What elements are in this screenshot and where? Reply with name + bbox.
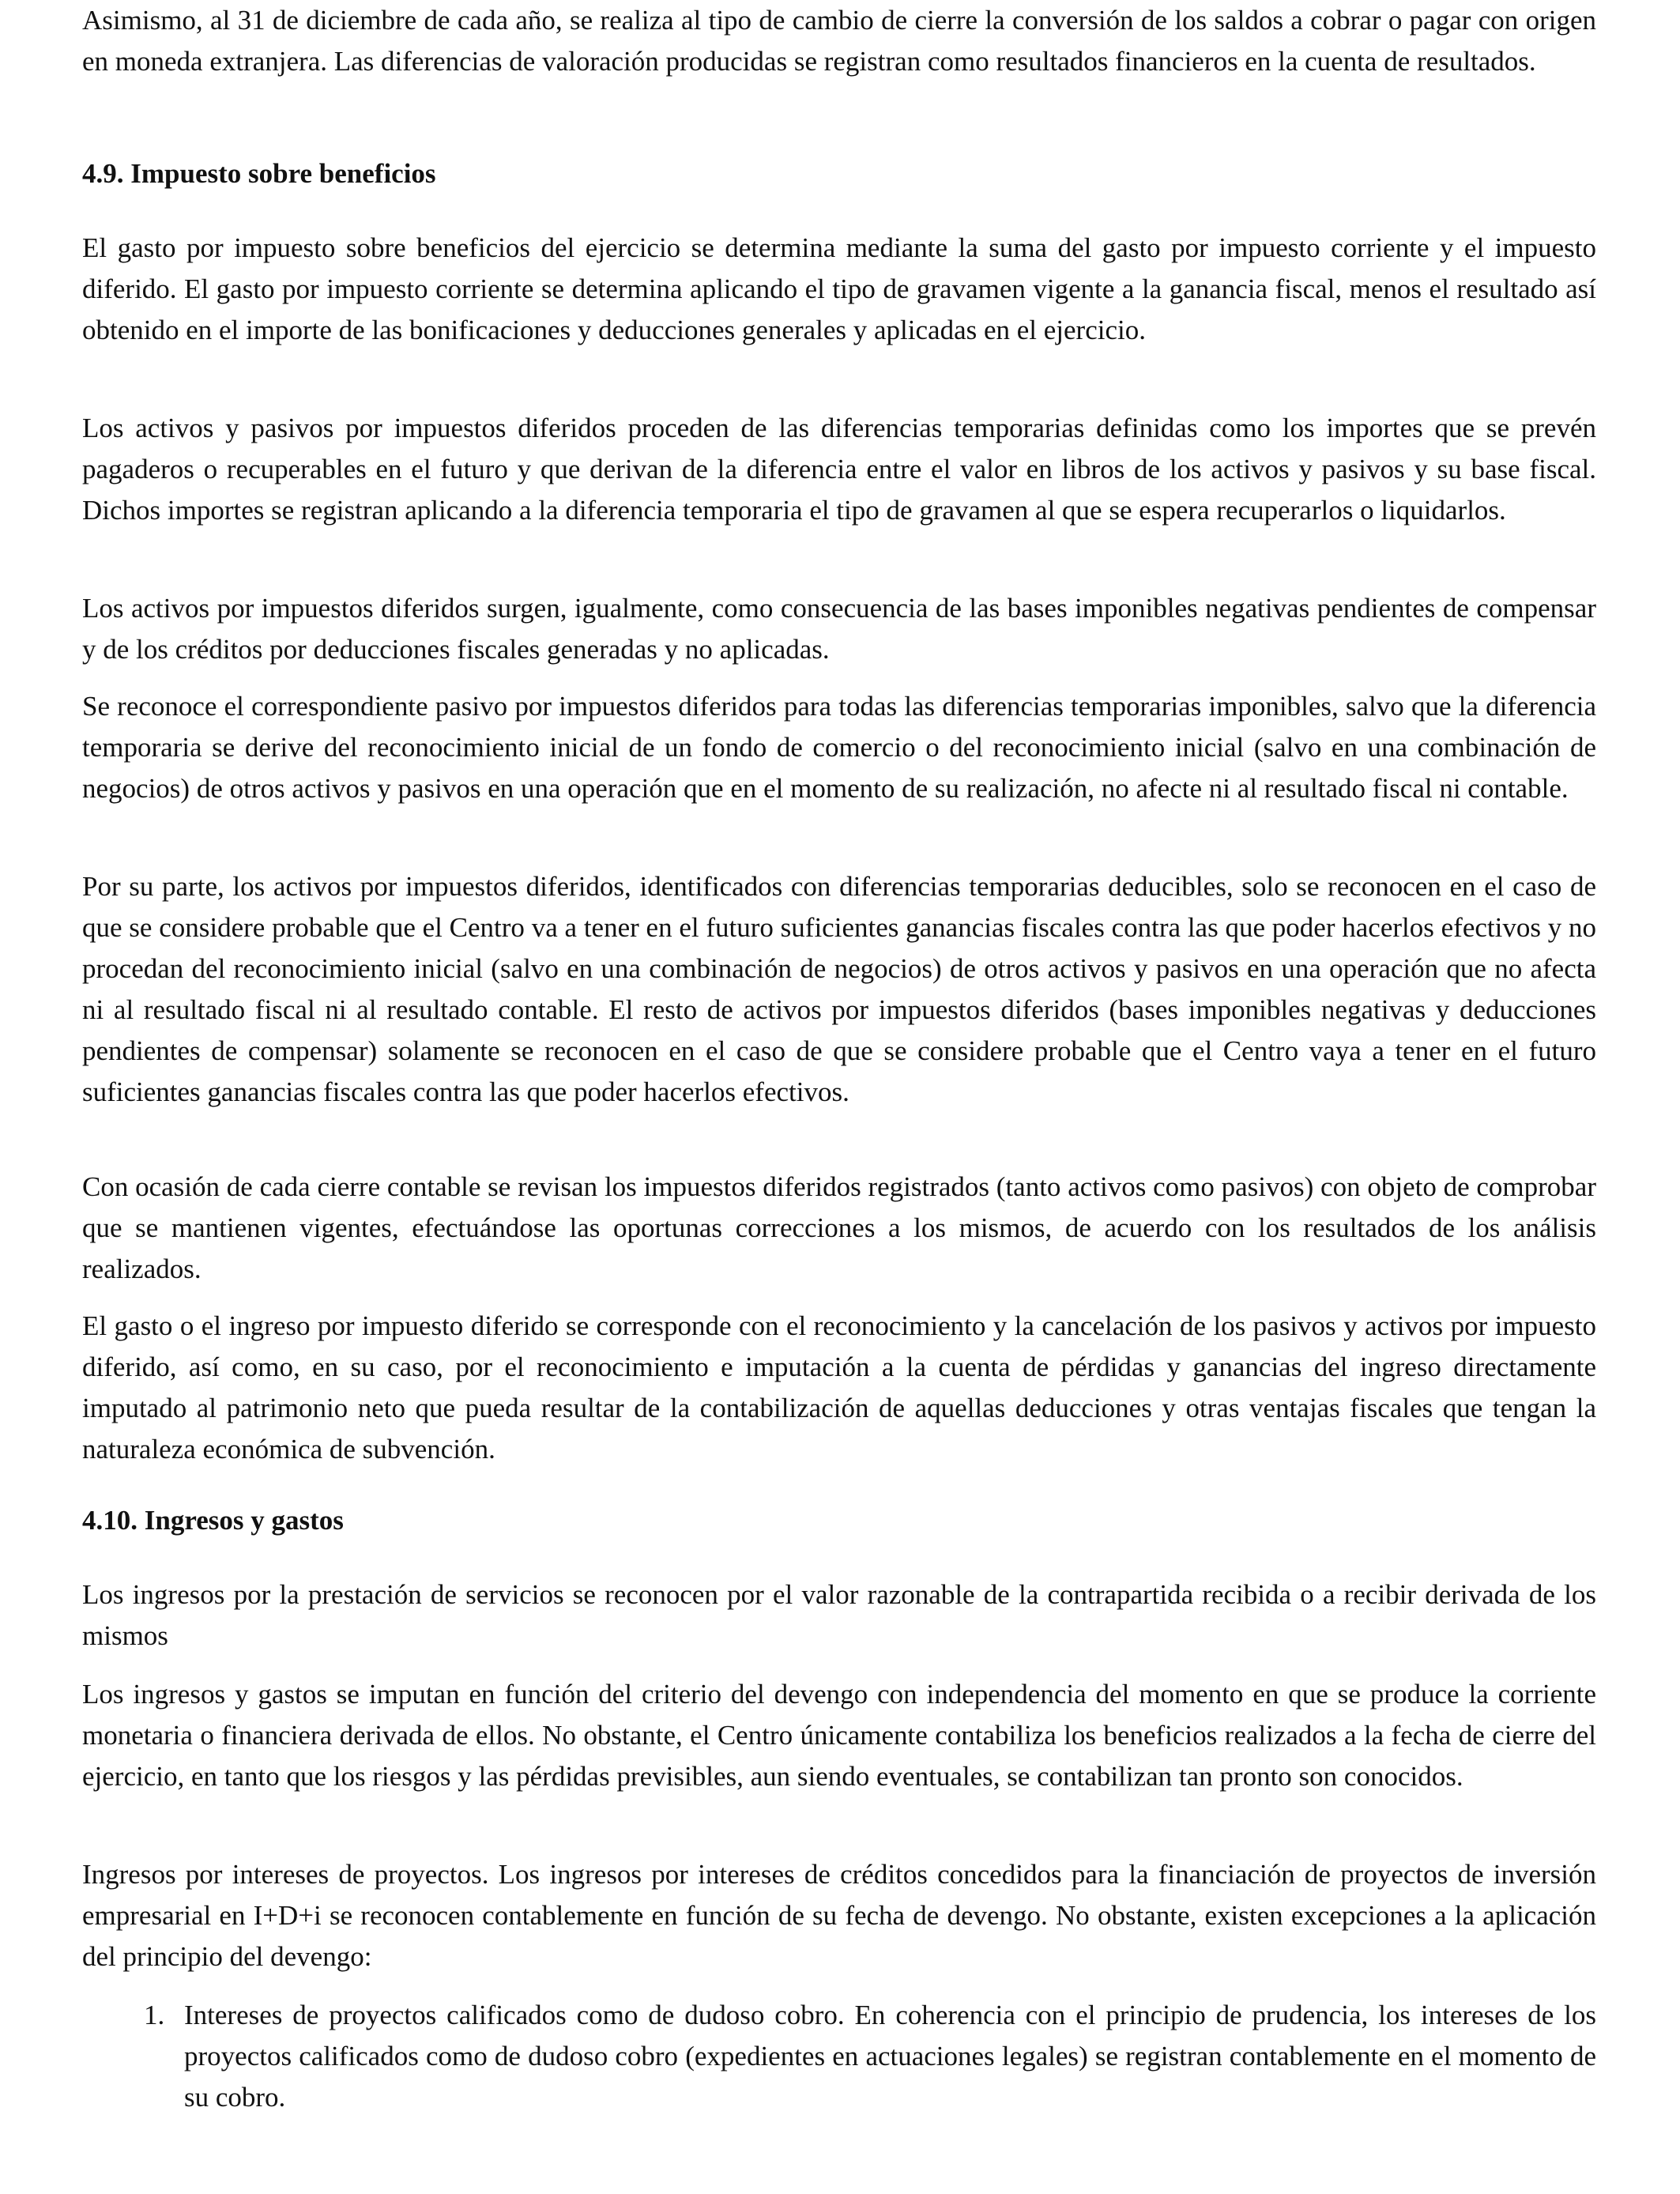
paragraph-4-10-2: Los ingresos y gastos se imputan en función del criterio del devengo con independencia del momento en que se produce la corriente monetaria o financiera derivada de ellos. No obstante, el Centro únicamente contabiliza los beneficios realizados a la fecha de cierre del ejercicio, en tanto que los riesgos y las pérdidas previsibles, aun siendo eventuales, se contabilizan tan pronto son conocidos. (82, 1679, 1596, 1792)
paragraph-4-10-3: Ingresos por intereses de proyectos. Los ingresos por intereses de créditos concedidos para la financiación de proyectos de inversión empresarial en I+D+i se reconocen contablemente en función de su fecha de devengo. No obstante, existen excepciones a la aplicación del principio del devengo: (82, 1859, 1596, 1972)
paragraph-4-9-4: Se reconoce el correspondiente pasivo por impuestos diferidos para todas las diferencias temporarias imponibles, salvo que la diferencia temporaria se derive del reconocimiento inicial de un fondo de comercio o del reconocimiento inicial (salvo en una combinación de negocios) de otros activos y pasivos en una operación que en el momento de su realización, no afecte ni al resultado fiscal ni contable. (82, 691, 1596, 804)
paragraph-4-9-7: El gasto o el ingreso por impuesto diferido se corresponde con el reconocimiento y la cancelación de los pasivos y activos por impuesto diferido, así como, en su caso, por el reconocimiento e imputación a la cuenta de pérdidas y ganancias del ingreso directamente imputado al patrimonio neto que pueda resultar de la contabilización de aquellas deducciones y otras ventajas fiscales que tengan la naturaleza económica de subvención. (82, 1310, 1596, 1465)
list-item-number: 1. (144, 2000, 165, 2030)
paragraph-4-9-3: Los activos por impuestos diferidos surgen, igualmente, como consecuencia de las bases imponibles negativas pendientes de compensar y de los créditos por deducciones fiscales generadas y no aplicadas. (82, 593, 1596, 665)
numbered-list (82, 1995, 1596, 2118)
paragraph-4-9-2: Los activos y pasivos por impuestos diferidos proceden de las diferencias temporarias definidas como los importes que se prevén pagaderos o recuperables en el futuro y que derivan de la diferencia entre el valor en libros de los activos y pasivos y su base fiscal. Dichos importes se registran aplicando a la diferencia temporaria el tipo de gravamen al que se espera recuperarlos o liquidarlos. (82, 413, 1596, 526)
paragraph-4-9-5: Por su parte, los activos por impuestos diferidos, identificados con diferencias temporarias deducibles, solo se reconocen en el caso de que se considere probable que el Centro va a tener en el futuro suficientes ganancias fiscales contra las que poder hacerlos efectivos y no procedan del reconocimiento inicial (salvo en una combinación de negocios) de otros activos y pasivos en una operación que no afecta ni al resultado fiscal ni al resultado contable. El resto de activos por impuestos diferidos (bases imponibles negativas y deducciones pendientes de compensar) solamente se reconocen en el caso de que se considere probable que el Centro vaya a tener en el futuro suficientes ganancias fiscales contra las que poder hacerlos efectivos. (82, 871, 1596, 1107)
paragraph-4-10-1: Los ingresos por la prestación de servicios se reconocen por el valor razonable de la contrapartida recibida o a recibir derivada de los mismos (82, 1579, 1596, 1651)
list-item-text: Intereses de proyectos calificados como de dudoso cobro. En coherencia con el principio de prudencia, los intereses de los proyectos calificados como de dudoso cobro (expedientes en actuaciones legales) se registran contablemente en el momento de su cobro. (184, 2000, 1596, 2113)
paragraph-4-9-1: El gasto por impuesto sobre beneficios del ejercicio se determina mediante la suma del gasto por impuesto corriente y el impuesto diferido. El gasto por impuesto corriente se determina aplicando el tipo de gravamen vigente a la ganancia fiscal, menos el resultado así obtenido en el importe de las bonificaciones y deducciones generales y aplicadas en el ejercicio. (82, 232, 1596, 345)
paragraph-intro: Asimismo, al 31 de diciembre de cada año, se realiza al tipo de cambio de cierre la conversión de los saldos a cobrar o pagar con origen en moneda extranjera. Las diferencias de valoración producidas se registran como resultados financieros en la cuenta de resultados. (82, 5, 1596, 77)
list-item (82, 1995, 1596, 2118)
paragraph-4-9-6: Con ocasión de cada cierre contable se revisan los impuestos diferidos registrados (tanto activos como pasivos) con objeto de comprobar que se mantienen vigentes, efectuándose las oportunas correcciones a los mismos, de acuerdo con los resultados de los análisis realizados. (82, 1171, 1596, 1284)
section-heading-4-10: 4.10. Ingresos y gastos (82, 1505, 344, 1536)
section-heading-4-9: 4.9. Impuesto sobre beneficios (82, 158, 436, 189)
